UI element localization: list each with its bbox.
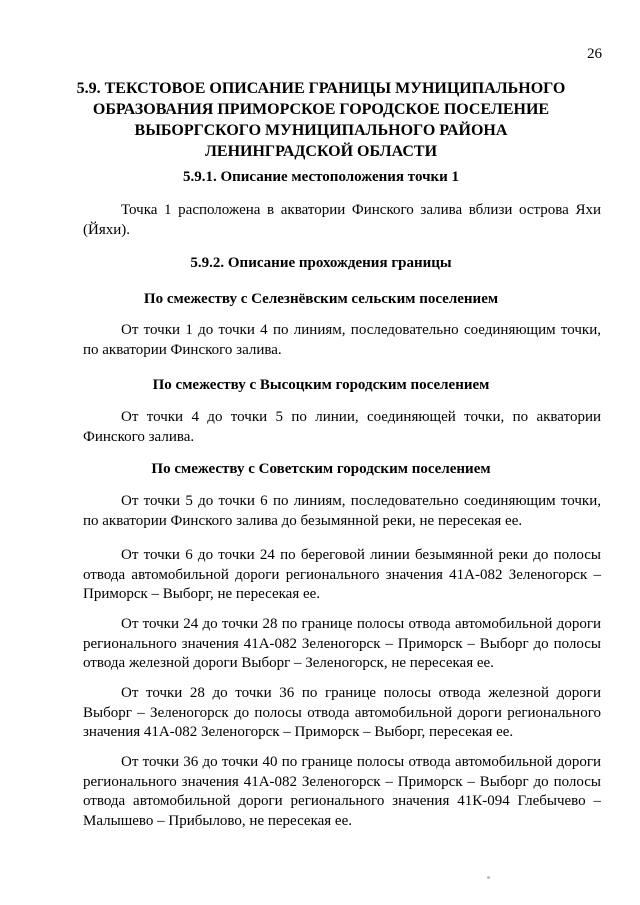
paragraph-line: Малышево – Прибылово, не пересекая ее.	[83, 812, 352, 829]
section-592-heading: 5.9.2. Описание прохождения границы	[190, 255, 452, 271]
paragraph-line: От точки 4 до точки 5 по линии, соединяющей точки, по акватории	[121, 409, 601, 425]
paragraph-line: Приморск – Выборг, не пересекая ее.	[83, 586, 321, 602]
paragraph-line: отвода железной дороги Выборг – Зеленогорск, не пересекая ее.	[83, 655, 494, 671]
document-title	[60, 78, 582, 162]
subsection-vysotskoe-heading: По смежеству с Высоцким городским поселением	[152, 377, 490, 393]
page-number: 26	[587, 46, 602, 62]
paragraph-line: Выборг – Зеленогорск до полосы отвода автомобильной дороги регионального	[83, 704, 601, 721]
paragraph-line: От точки 24 до точки 28 по границе полосы отвода автомобильной дороги	[121, 616, 601, 632]
title-line: ВЫБОРГСКОГО МУНИЦИПАЛЬНОГО РАЙОНА	[134, 122, 508, 139]
subsection-sovetskoe-paragraph-3	[83, 615, 601, 674]
title-line: ОБРАЗОВАНИЯ ПРИМОРСКОЕ ГОРОДСКОЕ ПОСЕЛЕНИЕ	[92, 101, 550, 118]
paragraph-line: От точки 1 до точки 4 по линиям, последовательно соединяющим точки,	[121, 322, 601, 338]
paragraph-line: регионального значения 41А-082 Зеленогорск – Приморск – Выборг до полосы	[83, 773, 601, 790]
paragraph-line: От точки 6 до точки 24 по береговой линии безымянной реки до полосы	[121, 547, 601, 563]
paragraph-line: значения 41А-082 Зеленогорск – Приморск – Выборг, пересекая ее.	[83, 724, 514, 740]
subsection-seleznevskoe-heading: По смежеству с Селезнёвским сельским поселением	[143, 291, 499, 307]
subsection-sovetskoe-heading: По смежеству с Советским городским поселением	[151, 461, 491, 477]
subsection-sovetskoe-paragraph-4	[83, 684, 601, 743]
scan-speck	[487, 876, 490, 879]
title-line: ЛЕНИНГРАДСКОЙ ОБЛАСТИ	[204, 143, 438, 160]
paragraph-line: (Йяхи).	[83, 221, 130, 238]
subsection-sovetskoe-paragraph-1	[83, 492, 601, 531]
paragraph-line: Точка 1 расположена в акватории Финского залива вблизи острова Яхи	[121, 202, 601, 218]
subsection-sovetskoe-paragraph-2	[83, 546, 601, 605]
paragraph-line: по акватории Финского залива.	[83, 341, 282, 358]
subsection-vysotskoe-paragraph	[83, 408, 601, 447]
paragraph-line: От точки 5 до точки 6 по линиям, последовательно соединяющим точки,	[121, 493, 601, 509]
title-line: 5.9. ТЕКСТОВОЕ ОПИСАНИЕ ГРАНИЦЫ МУНИЦИПАЛЬНОГО	[76, 80, 566, 97]
section-591-heading: 5.9.1. Описание местоположения точки 1	[182, 169, 460, 185]
paragraph-line: по акватории Финского залива до безымянной реки, не пересекая ее.	[83, 512, 523, 529]
paragraph-line: отвода автомобильной дороги регионального значения 41К-094 Глебычево –	[83, 793, 601, 809]
paragraph-line: отвода автомобильной дороги регионального значения 41А-082 Зеленогорск –	[83, 566, 601, 583]
paragraph-line: От точки 36 до точки 40 по границе полосы отвода автомобильной дороги	[121, 754, 601, 770]
section-591-paragraph	[83, 201, 601, 240]
paragraph-line: регионального значения 41А-082 Зеленогорск – Приморск – Выборг до полосы	[83, 635, 601, 652]
paragraph-line: Финского залива.	[83, 428, 195, 445]
subsection-seleznevskoe-paragraph	[83, 321, 601, 360]
subsection-sovetskoe-paragraph-5	[83, 753, 601, 831]
paragraph-line: От точки 28 до точки 36 по границе полосы отвода железной дороги	[121, 685, 601, 701]
